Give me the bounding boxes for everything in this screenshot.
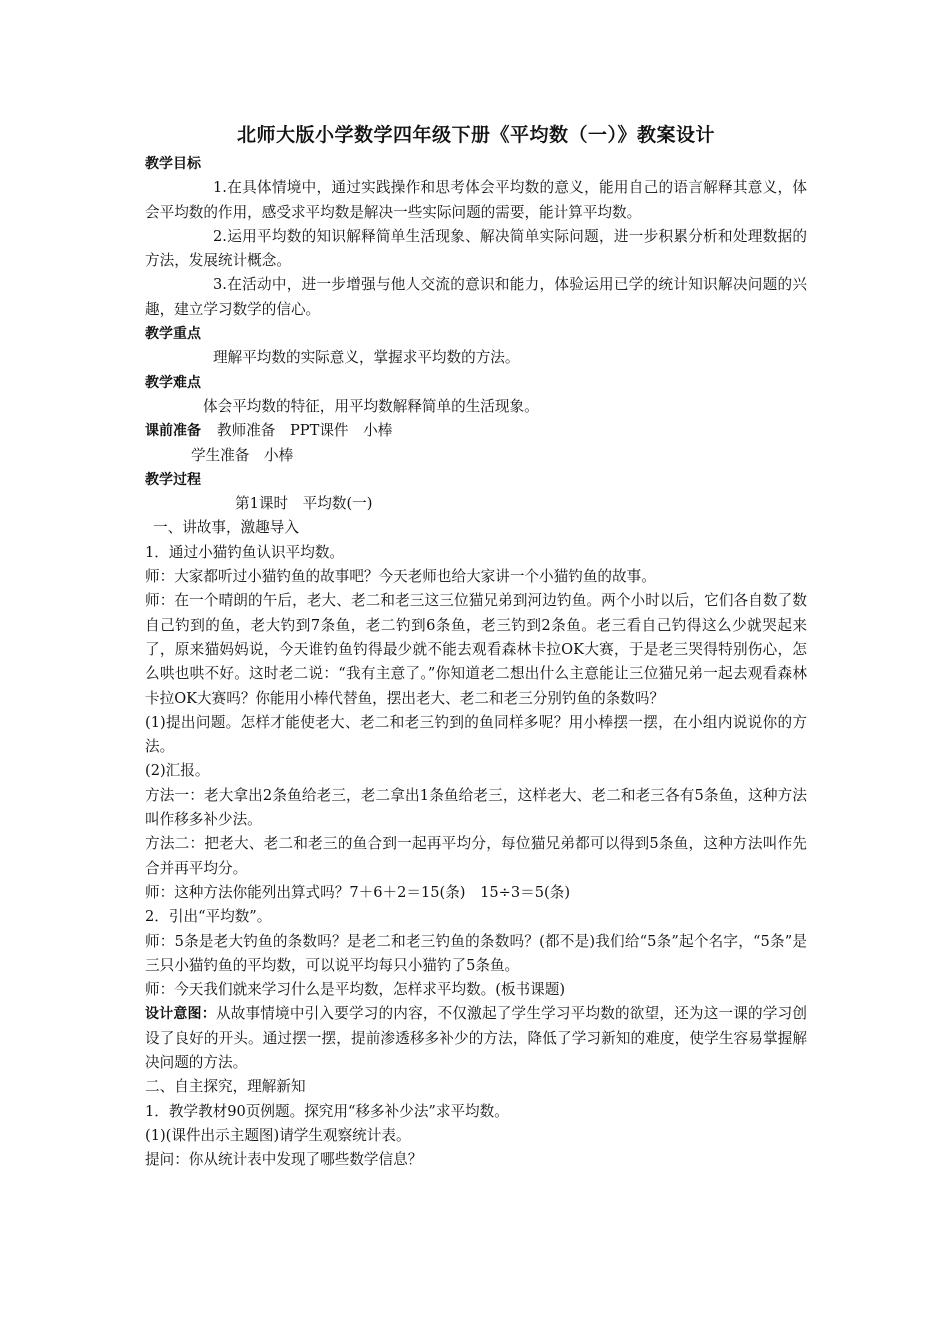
dialogue-paragraph-2: 师：在一个晴朗的午后，老大、老二和老三这三位猫兄弟到河边钓鱼。两个小时以后，它们各自数了数自己钓到的鱼，老大钓到7条鱼，老二钓到6条鱼，老三钓到2条鱼。老三看自己钓得这么少就哭起来了，原来猫妈妈说，今天谁钓鱼钓得最少就不能去观看森林卡拉OK大赛，于是老三哭得特别伤心，怎么哄也哄不好。这时老二说：“我有主意了。”你知道老二想出什么主意能让三位猫兄弟一起去观看森林卡拉OK大赛吗？你能用小棒代替鱼，摆出老大、老二和老三分别钓鱼的条数吗？ (145, 592, 807, 707)
student-preparation: 学生准备 小棒 (191, 446, 294, 464)
lesson-title: 第1课时 平均数(一) (235, 495, 373, 513)
item-heading-3: 1．教学教材90页例题。探究用“移多补少法”求平均数。 (145, 1102, 509, 1120)
item-heading-2: 2．引出“平均数”。 (145, 908, 272, 926)
goals-heading: 教学目标 (145, 156, 201, 172)
teacher-preparation: 教师准备 PPT课件 小棒 (217, 422, 393, 440)
step-paragraph-3: (1)(课件出示主题图)请学生观察统计表。 (145, 1126, 411, 1144)
section-heading-1: 一、讲故事，激趣导入 (153, 519, 299, 537)
goal-paragraph-3: 3.在活动中，进一步增强与他人交流的意识和能力，体验运用已学的统计知识解决问题的兴趣，建立学习数学的信心。 (145, 276, 807, 318)
design-intent-paragraph (145, 1002, 807, 1075)
step-paragraph-2: (2)汇报。 (145, 762, 210, 780)
document-body (145, 120, 807, 1172)
question-paragraph: 提问：你从统计表中发现了哪些数学信息？ (145, 1151, 423, 1169)
dialogue-paragraph-5: 师：今天我们就来学习什么是平均数，怎样求平均数。(板书课题) (145, 981, 566, 999)
method-paragraph-1: 方法一：老大拿出2条鱼给老三，老二拿出1条鱼给老三，这样老大、老二和老三各有5条鱼，这种方法叫作移多补少法。 (145, 786, 807, 829)
preparation-line (145, 419, 807, 443)
design-intent-label: 设计意图： (145, 1006, 216, 1023)
dialogue-paragraph-3: 师：这种方法你能列出算式吗？7＋6＋2＝15(条) 15÷3＝5(条) (145, 883, 571, 901)
key-points-heading: 教学重点 (145, 326, 201, 343)
dialogue-paragraph-4: 师：5条是老大钓鱼的条数吗？是老二和老三钓鱼的条数吗？(都不是)我们给“5条”起个名字，“5条”是三只小猫钓鱼的平均数，可以说平均每只小猫钓了5条鱼。 (145, 932, 807, 974)
goal-paragraph-1: 1.在具体情境中，通过实践操作和思考体会平均数的意义，能用自己的语言解释其意义，体会平均数的作用，感受求平均数是解决一些实际问题的需要，能计算平均数。 (145, 179, 807, 221)
method-paragraph-2: 方法二：把老大、老二和老三的鱼合到一起再平均分，每位猫兄弟都可以得到5条鱼，这种方法叫作先合并再平均分。 (145, 835, 807, 877)
process-heading: 教学过程 (145, 471, 201, 488)
goal-paragraph-2: 2.运用平均数的知识解释简单生活现象、解决简单实际问题，进一步积累分析和处理数据的方法，发展统计概念。 (145, 227, 807, 270)
design-intent-text: 从故事情境中引入要学习的内容，不仅激起了学生学习平均数的欲望，还为这一课的学习创设了良好的开头。通过摆一摆，提前渗透移多补少的方法，降低了学习新知的难度，使学生容易掌握解决问题的方法。 (145, 1005, 807, 1071)
difficulty-heading: 教学难点 (145, 374, 201, 391)
section-heading-2: 二、自主探究，理解新知 (145, 1078, 306, 1096)
difficulty-text: 体会平均数的特征，用平均数解释简单的生活现象。 (203, 397, 539, 415)
document-title: 北师大版小学数学四年级下册《平均数（一）》教案设计 (236, 124, 715, 146)
dialogue-paragraph-1: 师：大家都听过小猫钓鱼的故事吧？今天老师也给大家讲一个小猫钓鱼的故事。 (145, 568, 656, 586)
step-paragraph-1: (1)提出问题。怎样才能使老大、老二和老三钓到的鱼同样多呢？用小棒摆一摆，在小组内说说你的方法。 (145, 713, 807, 756)
preparation-heading: 课前准备 (145, 423, 201, 440)
key-points-text: 理解平均数的实际意义，掌握求平均数的方法。 (213, 349, 520, 367)
item-heading-1: 1．通过小猫钓鱼认识平均数。 (145, 543, 345, 561)
